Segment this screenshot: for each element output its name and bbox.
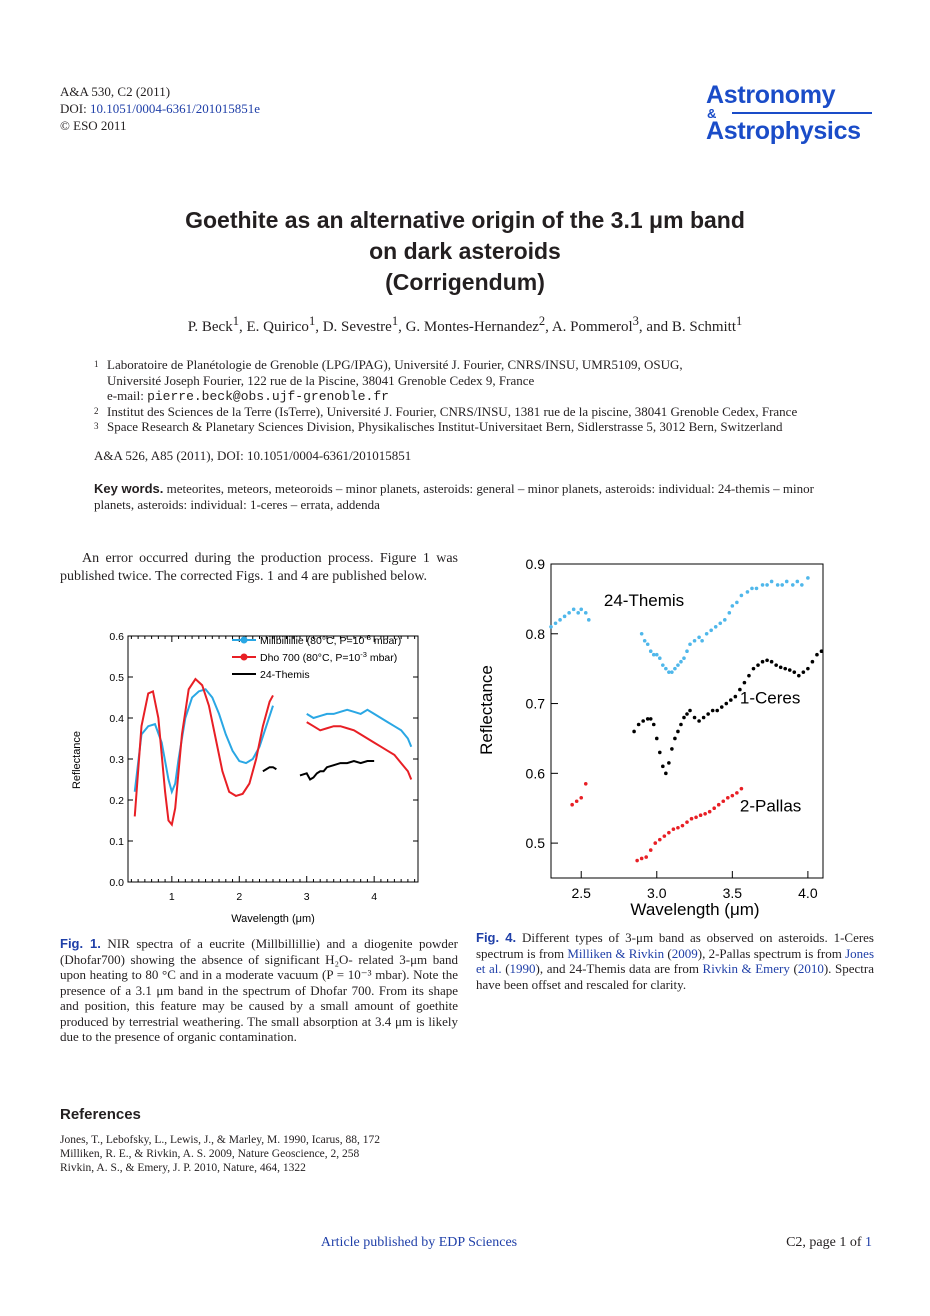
fig4-data-point — [697, 719, 701, 723]
fig4-data-point — [721, 799, 725, 803]
fig4-data-point — [649, 717, 653, 721]
fig4-data-point — [729, 698, 733, 702]
fig1-series — [135, 679, 412, 825]
fig1-series-line — [300, 761, 374, 779]
fig4-data-point — [549, 625, 553, 629]
affiliation-1 — [94, 357, 854, 405]
fig4-data-point — [632, 730, 636, 734]
author: B. Schmitt — [671, 319, 737, 335]
fig4-data-point — [688, 642, 692, 646]
affiliation-line: Space Research & Planetary Sciences Division, Physikalisches Institut-Universitaet Bern, Sidlerstrasse 5, 3012 Bern, Switzerland — [107, 419, 783, 434]
fig4-caption-text: ( — [664, 945, 672, 961]
fig4-data-point — [640, 632, 644, 636]
fig1-x-tick-label: 1 — [168, 891, 175, 903]
fig4-y-axis-label: Reflectance — [477, 665, 496, 755]
journal-ref: A&A 530, C2 (2011) — [60, 84, 171, 99]
fig4-data-point — [779, 665, 783, 669]
fig4-data-point — [676, 826, 680, 830]
fig1-y-tick-label: 0.6 — [109, 631, 124, 643]
fig4-plot-frame — [551, 564, 823, 878]
fig4-data-point — [715, 709, 719, 713]
author: G. Montes-Hernandez — [405, 319, 539, 335]
fig4-data-point — [584, 611, 588, 615]
fig4-data-point — [717, 803, 721, 807]
fig4-data-point — [724, 702, 728, 706]
fig4-data-point — [802, 670, 806, 674]
keywords-text: meteorites, meteors, meteoroids – minor planets, asteroids: general – minor planets, asteroids: individual: 24-themis – minor planets, asteroids: individual: 1-ceres – errata, addenda — [94, 481, 814, 512]
fig4-y-tick-label: 0.6 — [525, 765, 545, 782]
fig4-data-point — [723, 618, 727, 622]
paper-title — [0, 205, 930, 298]
affiliation-2 — [94, 404, 854, 420]
fig4-data-point — [756, 663, 760, 667]
fig4-data-point — [734, 695, 738, 699]
fig4-y-tick-label: 0.7 — [525, 695, 545, 712]
fig4-data-point — [690, 817, 694, 821]
author-affil: 1 — [308, 314, 316, 328]
fig4-caption-text: Different types of 3-μm band as observed on asteroids. 1-Ceres spectrum is from — [476, 930, 874, 961]
fig4-data-point — [664, 772, 668, 776]
author-affil: 1 — [391, 314, 399, 328]
fig1-caption-label[interactable]: Fig. 1. — [60, 936, 101, 951]
fig4-data-point — [579, 796, 583, 800]
fig4-data-point — [685, 649, 689, 653]
author-joiner: , and — [638, 319, 669, 335]
fig4-caption-text: ), 2-Pallas spectrum is from — [697, 945, 846, 961]
fig4-data-point — [780, 583, 784, 587]
affiliation-line: Institut des Sciences de la Terre (IsTerre), Université J. Fourier, CNRS/INSU, 1381 rue de la piscine, 38041 Grenoble Cedex, France — [107, 404, 798, 419]
fig4-x-tick-label: 3.0 — [647, 885, 667, 901]
reference-item: Jones, T., Lebofsky, L., Lewis, J., & Marley, M. 1990, Icarus, 88, 172 — [60, 1134, 381, 1146]
fig4-x-tick-label: 4.0 — [798, 885, 818, 901]
fig1-y-tick-label: 0.3 — [109, 754, 124, 766]
logo-line2: Astrophysics — [706, 117, 861, 145]
fig4-data-point — [697, 635, 701, 639]
fig4-data-point — [720, 705, 724, 709]
fig4-data-point — [811, 660, 815, 664]
fig4-data-point — [761, 660, 765, 664]
author: D. Sevestre — [322, 319, 392, 335]
fig4-data-point — [640, 857, 644, 861]
fig4-data-point — [649, 649, 653, 653]
fig1-y-tick-label: 0.5 — [109, 672, 124, 684]
fig4-data-point — [679, 723, 683, 727]
fig1-y-axis-label: Reflectance — [71, 730, 83, 790]
fig4-data-point — [685, 820, 689, 824]
fig4-data-point — [641, 719, 645, 723]
references-heading: References — [60, 1106, 141, 1123]
fig4-data-point — [750, 587, 754, 591]
title-line-3: (Corrigendum) — [385, 269, 545, 295]
fig1-legend-marker — [241, 654, 248, 661]
fig4-data-point — [747, 674, 751, 678]
fig4-data-point — [672, 827, 676, 831]
fig4-data-point — [800, 583, 804, 587]
fig4-data-point — [755, 587, 759, 591]
fig4-data-point — [699, 813, 703, 817]
fig4-data-point — [558, 618, 562, 622]
fig4-data-point — [655, 737, 659, 741]
fig4-y-tick-label: 0.8 — [525, 625, 545, 642]
fig4-data-point — [664, 667, 668, 671]
fig4-data-point — [796, 580, 800, 584]
fig4-caption-text: ( — [501, 961, 510, 976]
fig1-x-axis-label: Wavelength (μm) — [231, 913, 315, 925]
fig4-data-point — [820, 649, 824, 653]
fig4-data-point — [587, 618, 591, 622]
fig4-data-point — [693, 639, 697, 643]
fig4-data-point — [681, 824, 685, 828]
fig1-x-tick-label: 2 — [236, 891, 243, 903]
fig4-data-point — [718, 622, 722, 626]
fig4-data-point — [806, 576, 810, 580]
citation-link[interactable]: 2009 — [671, 945, 698, 961]
fig4-data-point — [643, 639, 647, 643]
fig4-data-point — [663, 834, 667, 838]
fig4-data-point — [731, 794, 735, 798]
fig4-data-point — [667, 831, 671, 835]
author-affil: 1 — [232, 314, 239, 328]
fig4-data-point — [682, 656, 686, 660]
fig4-data-point — [661, 765, 665, 769]
affiliation-num: 3 — [94, 421, 99, 431]
affiliation-num: 1 — [94, 359, 99, 369]
fig4-data-point — [700, 639, 704, 643]
fig4-data-point — [726, 796, 730, 800]
fig4-data-point — [682, 716, 686, 720]
journal-logo[interactable] — [706, 82, 861, 144]
fig4-data-point — [752, 667, 756, 671]
title-line-1: Goethite as an alternative origin of the 3.1 μm band — [185, 207, 745, 233]
fig4-data-point — [774, 663, 778, 667]
fig4-data-point — [694, 815, 698, 819]
page-indicator — [786, 1235, 872, 1251]
fig4-data-point — [637, 723, 641, 727]
fig4-data-point — [740, 594, 744, 598]
author: A. Pommerol — [551, 319, 633, 335]
fig4-caption-text: ). Spectra have been offset and rescaled for clarity. — [476, 961, 874, 992]
fig1-legend-marker — [241, 637, 248, 644]
fig4-data-point — [646, 642, 650, 646]
publisher-link[interactable]: Article published by EDP Sciences — [320, 1235, 518, 1250]
email-label: e-mail: — [107, 388, 144, 403]
original-article-ref: A&A 526, A85 (2011), DOI: 10.1051/0004-6361/201015851 — [94, 448, 412, 463]
fig4-data-point — [670, 670, 674, 674]
fig4-caption-text: ( — [789, 961, 798, 976]
fig4-data-point — [735, 601, 739, 605]
fig4-data-point — [788, 668, 792, 672]
fig4-data-point — [765, 658, 769, 662]
fig4-data-point — [649, 848, 653, 852]
author-affil: 1 — [736, 314, 743, 328]
fig4-data-point — [705, 632, 709, 636]
fig4-data-point — [693, 716, 697, 720]
fig4-data-point — [706, 712, 710, 716]
fig4-data-point — [783, 667, 787, 671]
fig4-series — [549, 576, 823, 862]
fig4-data-point — [679, 660, 683, 664]
fig4-data-point — [702, 716, 706, 720]
affiliation-line: Laboratoire de Planétologie de Grenoble (LPG/IPAG), Université J. Fourier, CNRS/INSU, UMR5109, OSUG, — [107, 357, 683, 372]
fig1-series-line — [135, 679, 273, 825]
body-paragraph: An error occurred during the production process. Figure 1 was published twice. The corrected Figs. 1 and 4 are published below. — [60, 551, 458, 584]
fig1-y-tick-label: 0.4 — [109, 713, 124, 725]
affiliation-num: 2 — [94, 406, 99, 416]
fig4-y-tick-label: 0.9 — [525, 556, 545, 572]
citation-link[interactable]: 1990 — [509, 961, 536, 976]
fig1-x-tick-label: 4 — [371, 891, 378, 903]
fig4-data-point — [708, 810, 712, 814]
fig4-x-tick-label: 3.5 — [722, 885, 743, 901]
copyright: © ESO 2011 — [60, 118, 127, 133]
fig4-data-point — [661, 663, 665, 667]
author: E. Quirico — [246, 319, 309, 335]
doi-link[interactable]: 10.1051/0004-6361/201015851e — [89, 101, 261, 116]
fig4-data-point — [703, 812, 707, 816]
fig4-data-point — [709, 628, 713, 632]
fig4-data-point — [655, 653, 659, 657]
fig4-caption-text: ), and 24-Themis data are from — [535, 961, 703, 976]
fig4-data-point — [653, 841, 657, 845]
fig4-data-point — [670, 747, 674, 751]
keywords-label: Key words. — [94, 481, 164, 496]
fig4-data-point — [635, 859, 639, 863]
fig1-series-line — [307, 710, 412, 747]
affiliation-line: Université Joseph Fourier, 122 rue de la Piscine, 38041 Grenoble Cedex 9, France — [107, 372, 535, 388]
fig4-data-point — [676, 663, 680, 667]
fig4-x-axis-label: Wavelength (μm) — [630, 900, 760, 919]
fig4-data-point — [770, 660, 774, 664]
fig4-annotations — [604, 591, 801, 816]
fig4-caption-label[interactable]: Fig. 4. — [476, 930, 517, 945]
fig4-data-point — [658, 751, 662, 755]
author-affil: 3 — [632, 314, 639, 328]
citation-link[interactable]: Milliken & Rivkin — [567, 945, 665, 961]
fig4-data-point — [743, 681, 747, 685]
figure-1-caption — [60, 936, 458, 1045]
figure-4-caption — [476, 930, 874, 992]
fig4-data-point — [554, 622, 558, 626]
fig4-data-point — [685, 712, 689, 716]
fig4-data-point — [792, 670, 796, 674]
keywords — [94, 481, 854, 513]
references-list — [60, 1133, 380, 1175]
fig4-data-point — [806, 667, 810, 671]
fig4-data-point — [570, 803, 574, 807]
fig4-data-point — [815, 653, 819, 657]
fig4-series-annotation: 2-Pallas — [739, 796, 802, 816]
reference-item: Milliken, R. E., & Rivkin, A. S. 2009, Nature Geoscience, 2, 258 — [60, 1148, 360, 1160]
logo-amp: & — [707, 106, 717, 121]
fig4-data-point — [785, 580, 789, 584]
fig4-data-point — [770, 580, 774, 584]
citation-link[interactable]: Jones et al. — [476, 945, 874, 976]
fig4-data-point — [711, 709, 715, 713]
fig1-series-line — [263, 767, 276, 771]
fig4-data-point — [673, 737, 677, 741]
fig4-data-point — [735, 791, 739, 795]
fig1-legend-label: Dho 700 (80°C, $P=10^{-3}$ mbar) — [260, 650, 398, 664]
doi-label: DOI: — [60, 101, 87, 116]
fig4-data-point — [688, 709, 692, 713]
fig4-data-point — [658, 656, 662, 660]
fig4-data-point — [765, 583, 769, 587]
fig4-data-point — [714, 625, 718, 629]
fig4-data-point — [667, 761, 671, 765]
fig4-data-point — [746, 590, 750, 594]
author-list: P. Beck$^1$, E. Quirico$^1$, D. Sevestre$^1$, G. Montes-Hernandez$^2$, A. Pommerol$^3$, and B. Schmitt$^1$ — [187, 314, 743, 335]
fig4-y-tick-label: 0.5 — [525, 835, 545, 852]
fig4-data-point — [584, 782, 588, 786]
fig4-data-point — [761, 583, 765, 587]
fig1-legend — [232, 633, 401, 681]
fig1-y-tick-label: 0.2 — [109, 795, 124, 807]
figure-4-chart — [470, 550, 870, 925]
fig1-legend-label: Millbillillie (80°C, $P=10^{-3}$ mbar) — [260, 633, 402, 647]
fig4-data-point — [776, 583, 780, 587]
fig1-y-tick-label: 0.1 — [109, 836, 124, 848]
fig4-data-point — [791, 583, 795, 587]
figure-1-chart — [60, 620, 458, 930]
page-label: C2, page 1 of — [786, 1235, 865, 1250]
fig4-data-point — [563, 615, 567, 619]
affiliation-3 — [94, 419, 854, 435]
citation-link[interactable]: 2010 — [797, 961, 824, 976]
fig4-data-point — [575, 799, 579, 803]
fig1-y-tick-label: 0.0 — [109, 877, 124, 889]
fig4-data-point — [676, 730, 680, 734]
fig4-data-point — [579, 608, 583, 612]
author-affil: 2 — [538, 314, 546, 328]
fig4-data-point — [576, 611, 580, 615]
fig4-data-point — [712, 806, 716, 810]
fig4-series-annotation: 1-Ceres — [739, 688, 801, 708]
fig4-data-point — [797, 674, 801, 678]
logo-line1: Astronomy — [706, 81, 836, 109]
fig4-data-point — [572, 608, 576, 612]
fig1-legend-label: 24-Themis — [260, 669, 310, 681]
fig1-caption-text: NIR spectra of a eucrite (Millbillillie) and a diogenite powder (Dhofar700) showing the absence of significant H₂O- related 3-μm band upon heating to 80 °C and in a moderate vacuum (P = 10⁻³ mbar). Note the presence of a 3.1 μm band in the spectrum of Dhofar 700. From its shape and position, this feature may be caused by a small amount of goethite produced by terrestrial weathering. The small absorption at 3.4 μm is likely due to the presence of organic contamination. — [60, 936, 458, 1044]
fig4-data-point — [652, 723, 656, 727]
journal-header — [60, 83, 260, 134]
citation-link[interactable]: Rivkin & Emery — [702, 961, 790, 976]
fig4-data-point — [728, 611, 732, 615]
fig4-data-point — [644, 855, 648, 859]
fig4-data-point — [740, 787, 744, 791]
fig1-x-tick-label: 3 — [303, 891, 310, 903]
author: P. Beck — [187, 319, 233, 335]
fig4-series-annotation: 24-Themis — [603, 590, 685, 610]
fig4-data-point — [567, 611, 571, 615]
logo-rule — [732, 112, 872, 114]
email-link[interactable]: pierre.beck@obs.ujf-grenoble.fr — [147, 389, 389, 404]
reference-item: Rivkin, A. S., & Emery, J. P. 2010, Nature, 464, 1322 — [60, 1162, 306, 1174]
page-total-link[interactable]: 1 — [865, 1235, 872, 1250]
fig4-data-point — [731, 604, 735, 608]
fig4-data-point — [673, 667, 677, 671]
fig4-x-tick-label: 2.5 — [571, 885, 591, 901]
fig4-data-point — [658, 838, 662, 842]
title-line-2: on dark asteroids — [369, 238, 561, 264]
